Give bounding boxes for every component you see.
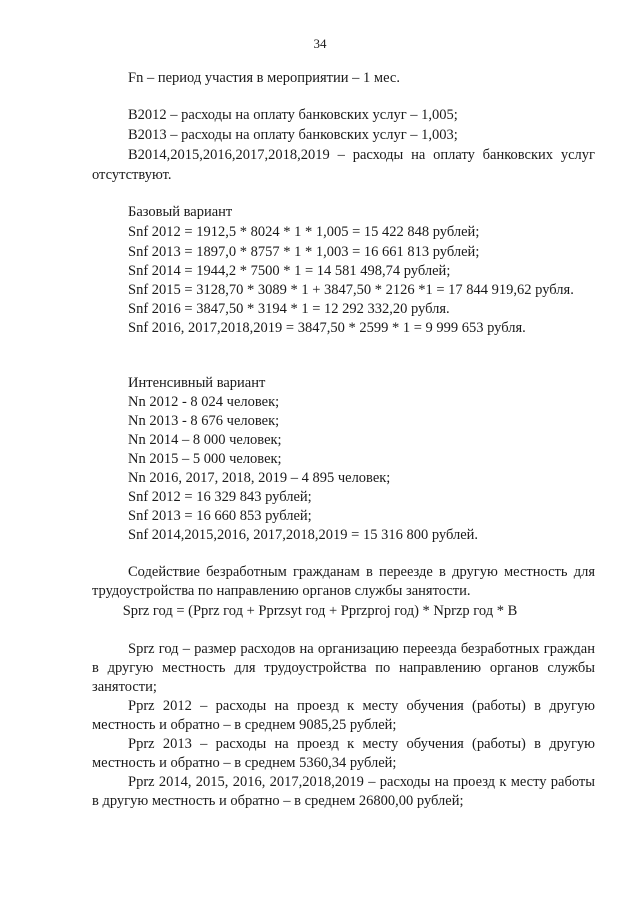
page-number: 34: [313, 36, 327, 51]
intensive-line: Snf 2013 = 16 660 853 рублей;: [128, 508, 312, 524]
intensive-line: Nn 2015 – 5 000 человек;: [128, 451, 282, 467]
relocation-intro: Содействие безработным гражданам в переезде в другую местность для трудоустройства по направлению органов службы занятости.: [92, 564, 595, 599]
intensive-variant-heading: Интенсивный вариант: [128, 375, 266, 391]
b2013-definition: B2013 – расходы на оплату банковских услуг – 1,003;: [128, 127, 458, 143]
intensive-line: Nn 2014 – 8 000 человек;: [128, 432, 282, 448]
base-line: Snf 2016, 2017,2018,2019 = 3847,50 * 2599 * 1 = 9 999 653 рубля.: [128, 320, 526, 336]
intensive-line: Snf 2012 = 16 329 843 рублей;: [128, 489, 312, 505]
base-line: Snf 2013 = 1897,0 * 8757 * 1 * 1,003 = 16 661 813 рублей;: [128, 244, 480, 260]
base-line: Snf 2015 = 3128,70 * 3089 * 1 + 3847,50 * 2126 *1 = 17 844 919,62 рубля.: [128, 282, 574, 298]
definition-pprz-2014-2019: Pprz 2014, 2015, 2016, 2017,2018,2019 – расходы на проезд к месту работы в другую местность и обратно – в среднем 26800,00 рублей;: [92, 774, 595, 809]
base-line: Snf 2014 = 1944,2 * 7500 * 1 = 14 581 498,74 рублей;: [128, 263, 451, 279]
base-line: Snf 2016 = 3847,50 * 3194 * 1 = 12 292 332,20 рубля.: [128, 301, 450, 317]
intensive-line: Snf 2014,2015,2016, 2017,2018,2019 = 15 316 800 рублей.: [128, 527, 479, 543]
b-absent-line2: отсутствуют.: [92, 167, 172, 183]
intensive-line: Nn 2016, 2017, 2018, 2019 – 4 895 человек;: [128, 470, 391, 486]
definition-pprz-2013: Pprz 2013 – расходы на проезд к месту обучения (работы) в другую местность и обратно – в среднем 5360,34 рублей;: [92, 736, 595, 771]
base-variant-heading: Базовый вариант: [128, 204, 233, 220]
relocation-formula: Sprz год = (Pprz год + Pprzsyt год + Pprzproj год) * Nprzp год * B: [122, 603, 518, 619]
intensive-line: Nn 2012 - 8 024 человек;: [128, 394, 280, 410]
definition-sprz: Sprz год – размер расходов на организацию переезда безработных граждан в другую местность для трудоустройства по направлению органов службы занятости;: [92, 641, 595, 695]
definition-pprz-2012: Pprz 2012 – расходы на проезд к месту обучения (работы) в другую местность и обратно – в среднем 9085,25 рублей;: [92, 698, 595, 733]
fn-definition: Fn – период участия в мероприятии – 1 мес.: [128, 70, 400, 86]
b-absent-line1: B2014,2015,2016,2017,2018,2019 – расходы на оплату банковских услуг: [128, 147, 595, 163]
base-line: Snf 2012 = 1912,5 * 8024 * 1 * 1,005 = 15 422 848 рублей;: [128, 224, 480, 240]
intensive-line: Nn 2013 - 8 676 человек;: [128, 413, 280, 429]
b2012-definition: B2012 – расходы на оплату банковских услуг – 1,005;: [128, 107, 458, 123]
